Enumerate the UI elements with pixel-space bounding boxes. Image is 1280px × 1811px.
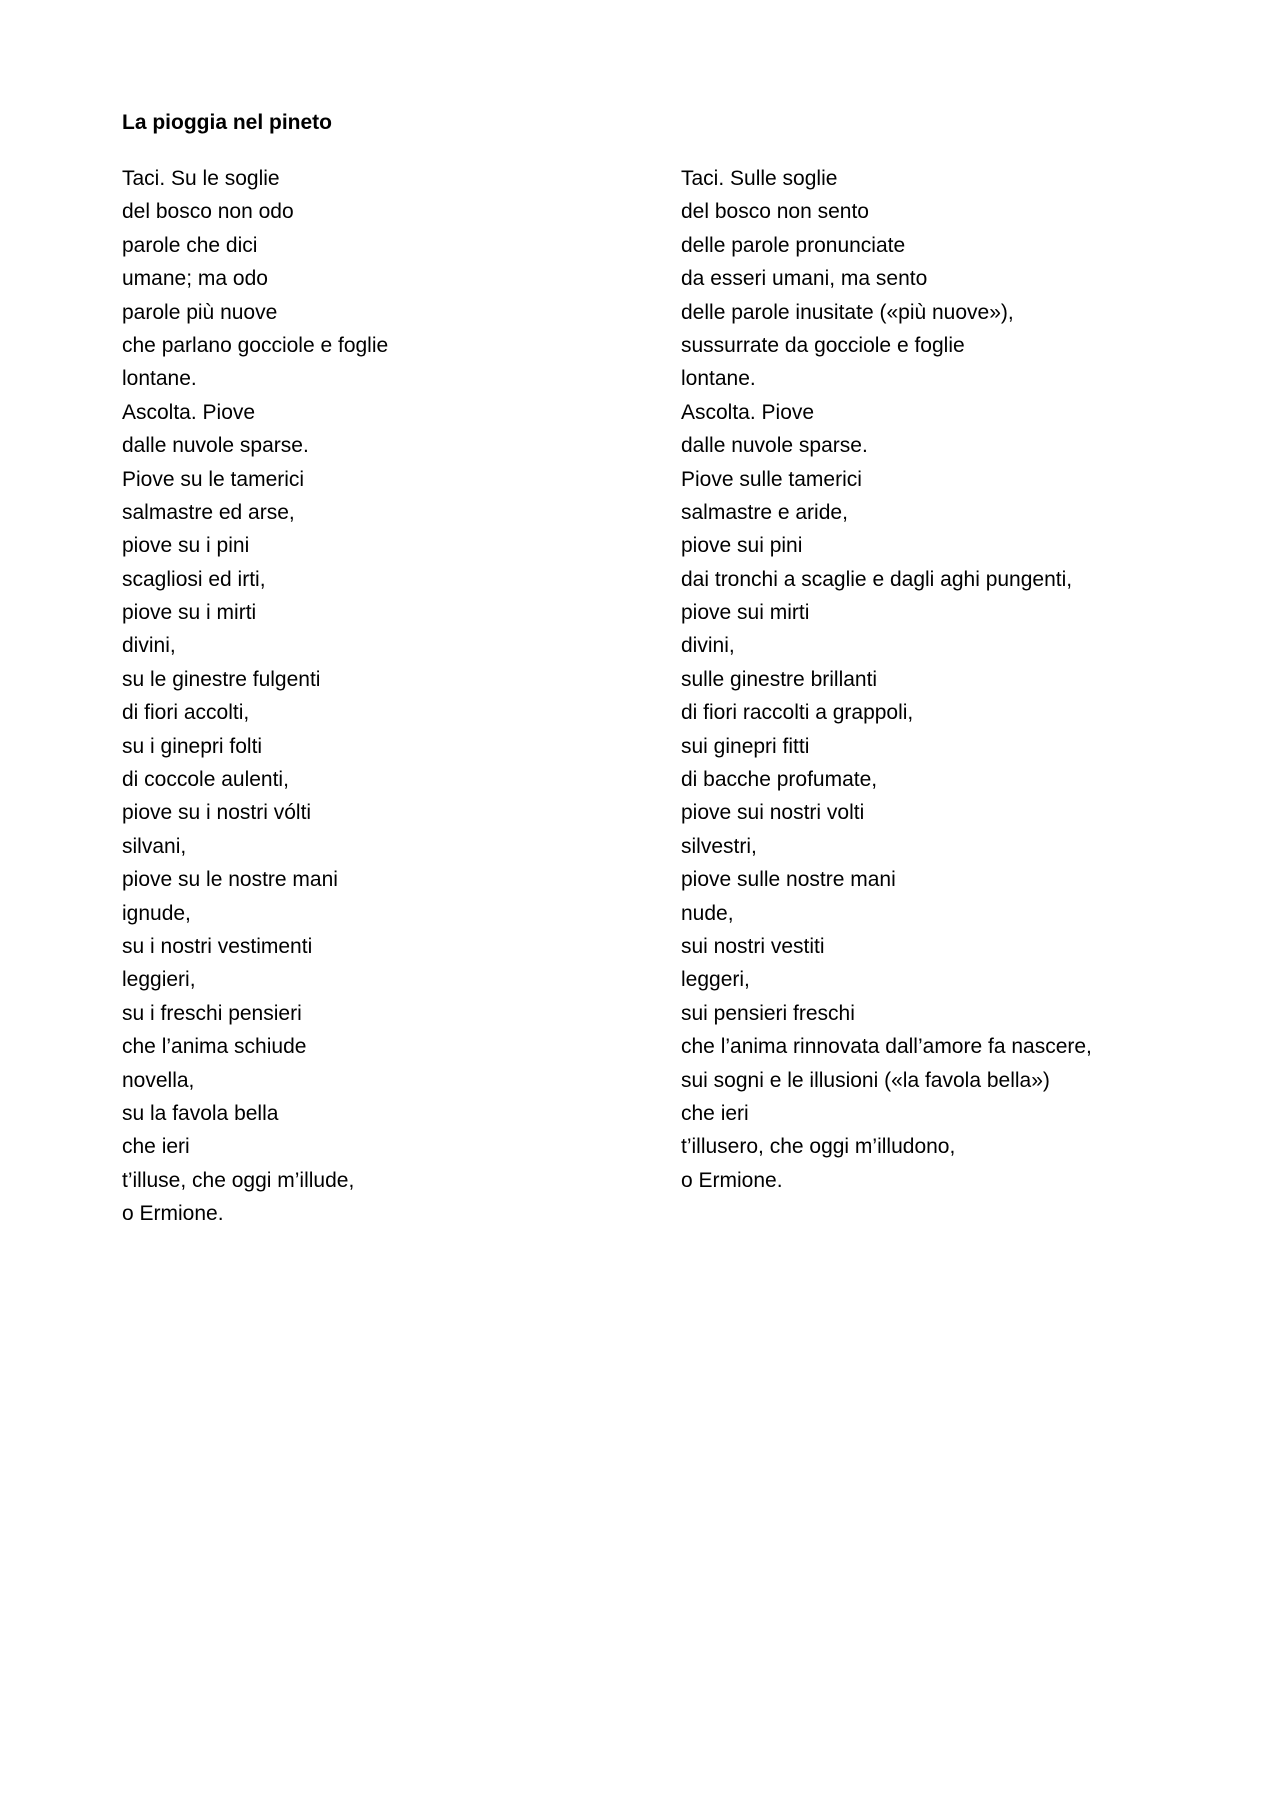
original-verse-line: del bosco non odo bbox=[122, 200, 294, 224]
original-verse-line: dalle nuvole sparse. bbox=[122, 434, 309, 458]
original-verse-line: piove su i mirti bbox=[122, 601, 257, 625]
paraphrase-verse-line: Ascolta. Piove bbox=[681, 400, 815, 424]
original-verse-line: novella, bbox=[122, 1068, 195, 1092]
original-verse-line: leggieri, bbox=[122, 968, 196, 992]
paraphrase-verse-line: sui ginepri fitti bbox=[681, 734, 810, 758]
paraphrase-verse-line: o Ermione. bbox=[681, 1168, 783, 1192]
paraphrase-verse-line: di fiori raccolti a grappoli, bbox=[681, 701, 914, 725]
original-verse-line: su la favola bella bbox=[122, 1101, 279, 1125]
original-verse-line: di coccole aulenti, bbox=[122, 768, 289, 792]
paraphrase-verse-line: dalle nuvole sparse. bbox=[681, 434, 868, 458]
paraphrase-verse-line: che l’anima rinnovata dall’amore fa nascere, bbox=[681, 1035, 1092, 1059]
original-verse-line: su i freschi pensieri bbox=[122, 1001, 302, 1025]
paraphrase-verse-line: delle parole inusitate («più nuove»), bbox=[681, 300, 1014, 324]
paraphrase-verse-line: da esseri umani, ma sento bbox=[681, 267, 928, 291]
paraphrase-column bbox=[681, 162, 1092, 1197]
paraphrase-verse-line: sui sogni e le illusioni («la favola bella») bbox=[681, 1068, 1050, 1092]
original-verse-line: su i nostri vestimenti bbox=[122, 934, 313, 958]
paraphrase-verse-line: delle parole pronunciate bbox=[681, 233, 906, 257]
original-verse-line: su le ginestre fulgenti bbox=[122, 667, 321, 691]
paraphrase-verse-line: Taci. Sulle soglie bbox=[681, 167, 838, 190]
original-verse-line: divini, bbox=[122, 634, 176, 658]
original-verse-line: salmastre ed arse, bbox=[122, 500, 295, 524]
original-verse-line: ignude, bbox=[122, 901, 191, 925]
original-verse-line: silvani, bbox=[122, 834, 187, 858]
original-verse-line: che ieri bbox=[122, 1135, 190, 1159]
original-text-column bbox=[122, 162, 388, 1231]
paraphrase-verse-line: che ieri bbox=[681, 1101, 749, 1125]
paraphrase-verse-line: divini, bbox=[681, 634, 735, 658]
paraphrase-verse-line: sussurrate da gocciole e foglie bbox=[681, 333, 965, 357]
paraphrase-verse-line: Piove sulle tamerici bbox=[681, 467, 862, 491]
paraphrase-verse-line: del bosco non sento bbox=[681, 200, 869, 224]
paraphrase-verse-line: salmastre e aride, bbox=[681, 500, 848, 524]
paraphrase-verse-line: nude, bbox=[681, 901, 734, 925]
paraphrase-verse-line: sulle ginestre brillanti bbox=[681, 667, 878, 691]
paraphrase-verse-line: sui nostri vestiti bbox=[681, 934, 825, 958]
paraphrase-verse-line: t’illusero, che oggi m’illudono, bbox=[681, 1135, 956, 1159]
paraphrase-verse-line: lontane. bbox=[681, 367, 756, 391]
paraphrase-verse-line: piove sui mirti bbox=[681, 601, 810, 625]
original-verse-line: su i ginepri folti bbox=[122, 734, 263, 758]
original-verse-line: scagliosi ed irti, bbox=[122, 567, 266, 591]
original-verse-line: che l’anima schiude bbox=[122, 1035, 307, 1059]
poem-title: La pioggia nel pineto bbox=[122, 111, 332, 134]
original-verse-line: umane; ma odo bbox=[122, 267, 268, 291]
paraphrase-verse-line: piove sulle nostre mani bbox=[681, 868, 896, 892]
paraphrase-verse-line: piove sui nostri volti bbox=[681, 801, 865, 825]
paraphrase-verse-line: di bacche profumate, bbox=[681, 768, 878, 792]
paraphrase-verse-line: leggeri, bbox=[681, 968, 750, 992]
original-verse-line: piove su i nostri vólti bbox=[122, 801, 312, 825]
original-verse-line: lontane. bbox=[122, 367, 197, 391]
paraphrase-verse-line: dai tronchi a scaglie e dagli aghi pungenti, bbox=[681, 567, 1073, 591]
paraphrase-verse-line: piove sui pini bbox=[681, 534, 803, 558]
original-verse-line: piove su le nostre mani bbox=[122, 868, 338, 892]
original-verse-line: Piove su le tamerici bbox=[122, 467, 305, 491]
paraphrase-verse-line: sui pensieri freschi bbox=[681, 1001, 855, 1025]
original-verse-line: Taci. Su le soglie bbox=[122, 167, 280, 190]
original-verse-line: Ascolta. Piove bbox=[122, 400, 256, 424]
original-verse-line: parole che dici bbox=[122, 233, 258, 257]
original-verse-line: parole più nuove bbox=[122, 300, 278, 324]
original-verse-line: t’illuse, che oggi m’illude, bbox=[122, 1168, 355, 1192]
paraphrase-verse-line: silvestri, bbox=[681, 834, 757, 858]
original-verse-line: che parlano gocciole e foglie bbox=[122, 333, 389, 357]
original-verse-line: di fiori accolti, bbox=[122, 701, 250, 725]
original-verse-line: o Ermione. bbox=[122, 1202, 224, 1226]
original-verse-line: piove su i pini bbox=[122, 534, 250, 558]
